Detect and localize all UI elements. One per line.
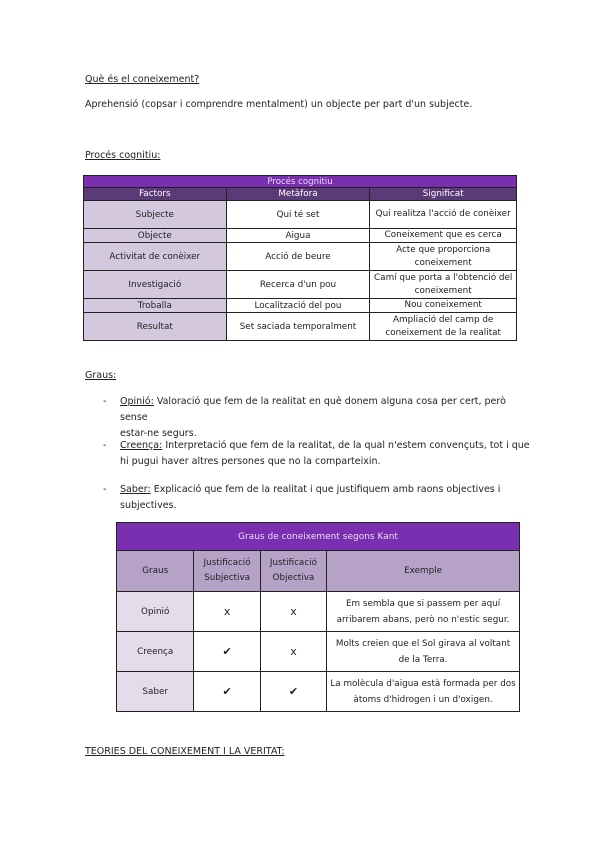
metaphor-cell: Localització del pou <box>226 299 370 313</box>
meaning-cell: Nou coneixement <box>370 299 517 313</box>
metaphor-cell: Qui té set <box>226 201 370 229</box>
table-row <box>84 243 517 271</box>
objective-mark: x <box>260 632 326 672</box>
table-row <box>84 299 517 313</box>
table-row <box>84 201 517 229</box>
list-item <box>103 394 533 439</box>
objective-mark: x <box>260 592 326 632</box>
example-cell: Em sembla que si passem per aquí arribarem abans, però no n'estic segur. <box>327 592 520 632</box>
bullet-text <box>120 394 533 442</box>
definition-line: hi pugui haver altres persones que no la comparteixin. <box>120 456 381 467</box>
table1-header-metaphor: Metàfora <box>226 188 370 201</box>
heading-cognitive-process: Procés cognitiu: <box>85 150 161 161</box>
definition-line: Explicació que fem de la realitat i que justifiquem amb raons objectives i <box>150 484 501 495</box>
table-row <box>84 229 517 243</box>
degree-cell: Creença <box>117 632 194 672</box>
table-row <box>117 632 520 672</box>
term-belief: Creença: <box>120 440 163 451</box>
table-row <box>117 592 520 632</box>
table-row <box>84 313 517 341</box>
definition-line: Interpretació que fem de la realitat, de la qual n'estem convençuts, tot i que <box>162 440 530 451</box>
header-line: Justificació <box>269 558 317 568</box>
cognitive-process-table <box>83 175 517 341</box>
bullet-dash: - <box>103 396 107 407</box>
definition-line: subjectives. <box>120 500 177 511</box>
degree-cell: Opinió <box>117 592 194 632</box>
meaning-cell: Qui realitza l'acció de conèixer <box>370 201 517 229</box>
metaphor-cell: Recerca d'un pou <box>226 271 370 299</box>
table-row <box>84 271 517 299</box>
table1-header-meaning: Significat <box>370 188 517 201</box>
heading-what-is-knowledge: Què és el coneixement? <box>85 74 200 85</box>
meaning-cell: Ampliació del camp de coneixement de la realitat <box>370 313 517 341</box>
heading-theories: TEORIES DEL CONEIXEMENT I LA VERITAT: <box>85 746 285 757</box>
definition-line: estar-ne segurs. <box>120 428 197 439</box>
definition-text: Aprehensió (copsar i comprendre mentalment) un objecte per part d'un subjecte. <box>85 99 473 110</box>
table1-title: Procés cognitiu <box>84 176 517 188</box>
table1-header-factors: Factors <box>84 188 227 201</box>
meaning-cell: Coneixement que es cerca <box>370 229 517 243</box>
term-opinion: Opinió: <box>120 396 154 407</box>
factor-cell: Resultat <box>84 313 227 341</box>
bullet-dash: - <box>103 440 107 451</box>
bullet-text <box>120 438 530 470</box>
meaning-cell: Acte que proporciona coneixement <box>370 243 517 271</box>
example-cell: Molts creien que el Sol girava al voltant de la Terra. <box>327 632 520 672</box>
metaphor-cell: Set saciada temporalment <box>226 313 370 341</box>
subjective-mark: x <box>194 592 260 632</box>
meaning-cell: Camí que porta a l'obtenció del coneixement <box>370 271 517 299</box>
table2-title: Graus de coneixement segons Kant <box>117 523 520 551</box>
table2-header-degrees: Graus <box>117 551 194 592</box>
kant-degrees-table <box>116 522 520 712</box>
table2-header-example: Exemple <box>327 551 520 592</box>
bullet-text <box>120 482 500 514</box>
header-line: Subjectiva <box>204 573 251 583</box>
term-knowledge: Saber: <box>120 484 151 495</box>
degree-cell: Saber <box>117 672 194 712</box>
example-cell: La molècula d'aigua està formada per dos àtoms d'hidrogen i un d'oxigen. <box>327 672 520 712</box>
bullet-dash: - <box>103 484 107 495</box>
list-item <box>103 482 533 516</box>
factor-cell: Activitat de conèixer <box>84 243 227 271</box>
factor-cell: Troballa <box>84 299 227 313</box>
checkmark-icon: ✔ <box>194 672 260 712</box>
checkmark-icon: ✔ <box>260 672 326 712</box>
table2-header-subjective <box>194 551 260 592</box>
metaphor-cell: Aigua <box>226 229 370 243</box>
metaphor-cell: Acció de beure <box>226 243 370 271</box>
header-line: Objectiva <box>272 573 315 583</box>
heading-degrees: Graus: <box>85 370 117 381</box>
factor-cell: Investigació <box>84 271 227 299</box>
factor-cell: Subjecte <box>84 201 227 229</box>
list-item <box>103 438 533 472</box>
table-row <box>117 672 520 712</box>
header-line: Justificació <box>203 558 251 568</box>
checkmark-icon: ✔ <box>194 632 260 672</box>
factor-cell: Objecte <box>84 229 227 243</box>
table2-header-objective <box>260 551 326 592</box>
definition-line: Valoració que fem de la realitat en què donem alguna cosa per cert, però sense <box>120 396 506 423</box>
